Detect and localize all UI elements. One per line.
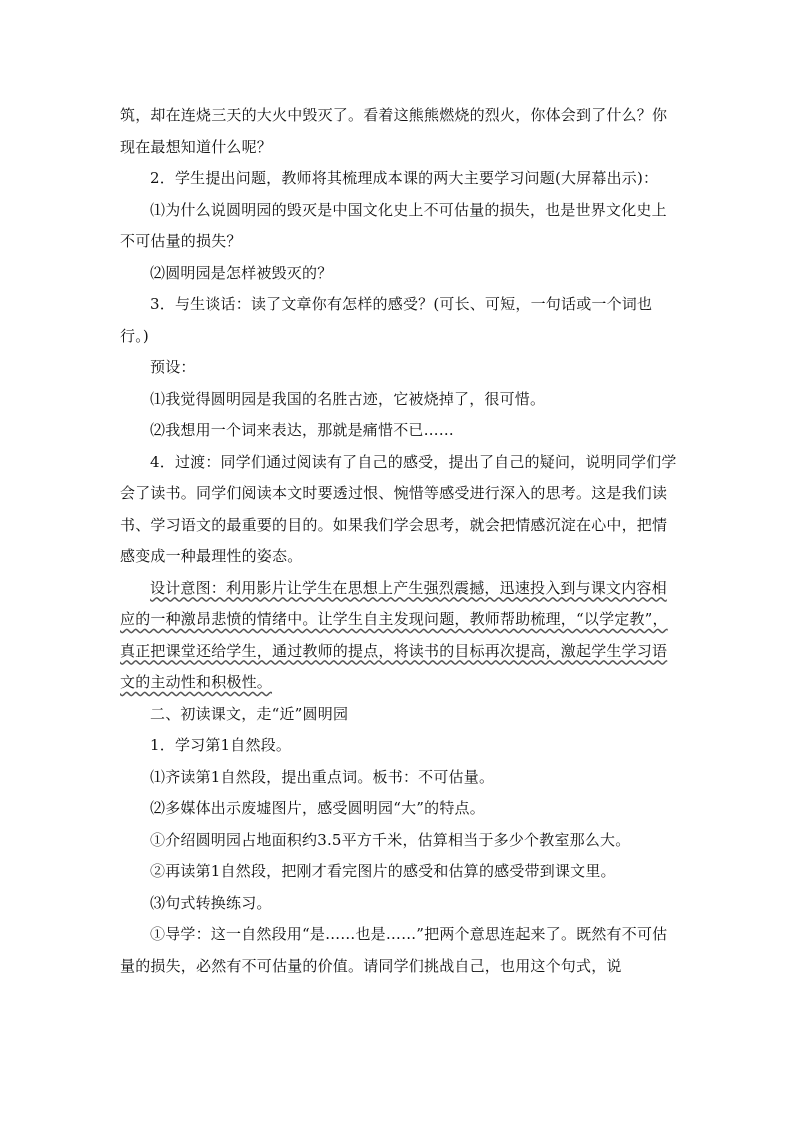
paragraph-read-aloud: ⑴齐读第1自然段，提出重点词。板书：不可估量。	[150, 767, 495, 786]
paragraph-guided-learning: ①导学：这一自然段用“是……也是……”把两个意思连起来了。既然有不可估量的损失，必然有不可估量的价值。请同学们挑战自己，也用这个句式，说	[120, 925, 668, 975]
paragraph-study-paragraph-1: 1．学习第1自然段。	[150, 736, 292, 754]
paragraph-area-intro: ①介绍圆明园占地面积约3.5平方千米，估算相当于多少个教室那么大。	[150, 830, 631, 849]
paragraph-student-questions: 2．学生提出问题，教师将其梳理成本课的两大主要学习问题(大屏幕出示)：	[150, 169, 659, 187]
paragraph-continuation: 筑，却在连烧三天的大火中毁灭了。看着这熊熊燃烧的烈火，你体会到了什么？你现在最想知道什么呢？	[120, 106, 668, 156]
paragraph-question-2: ⑵圆明园是怎样被毁灭的？	[150, 263, 333, 282]
paragraph-preset-1: ⑴我觉得圆明园是我国的名胜古迹，它被烧掉了，很可惜。	[150, 389, 546, 408]
paragraph-talk-with-students: 3．与生谈话：读了文章你有怎样的感受？(可长、可短，一句话或一个词也行。)	[120, 295, 653, 345]
section-heading-first-reading: 二、初读课文，走“近”圆明园	[150, 704, 349, 723]
paragraph-reread: ②再读第1自然段，把刚才看完图片的感受和估算的感受带到课文里。	[150, 862, 616, 880]
paragraph-preset-heading: 预设：	[150, 358, 196, 376]
paragraph-transition: 4．过渡：同学们通过阅读有了自己的感受，提出了自己的疑问，说明同学们学会了读书。同学们阅读本文时要透过恨、惋惜等感受进行深入的思考。这是我们读书、学习语文的最重要的目的。如果我们学会思考，就会把情感沉淀在心中，把情感变成一种最理性的姿态。	[120, 452, 677, 565]
page-content	[120, 100, 680, 982]
paragraph-preset-2: ⑵我想用一个词来表达，那就是痛惜不已……	[150, 421, 455, 439]
paragraph-sentence-practice: ⑶句式转换练习。	[150, 893, 272, 912]
paragraph-question-1: ⑴为什么说圆明园的毁灭是中国文化史上不可估量的损失，也是世界文化史上不可估量的损失？	[120, 200, 667, 250]
paragraph-design-intent: 设计意图：利用影片让学生在思想上产生强烈震撼，迅速投入到与课文内容相应的一种激昂悲愤的情绪中。让学生自主发现问题，教师帮助梳理，“以学定教”，真正把课堂还给学生，通过教师的提点，将读书的目标再次提高，激起学生学习语文的主动性和积极性。	[120, 578, 668, 691]
paragraph-multimedia: ⑵多媒体出示废墟图片，感受圆明园“大”的特点。	[150, 799, 485, 817]
